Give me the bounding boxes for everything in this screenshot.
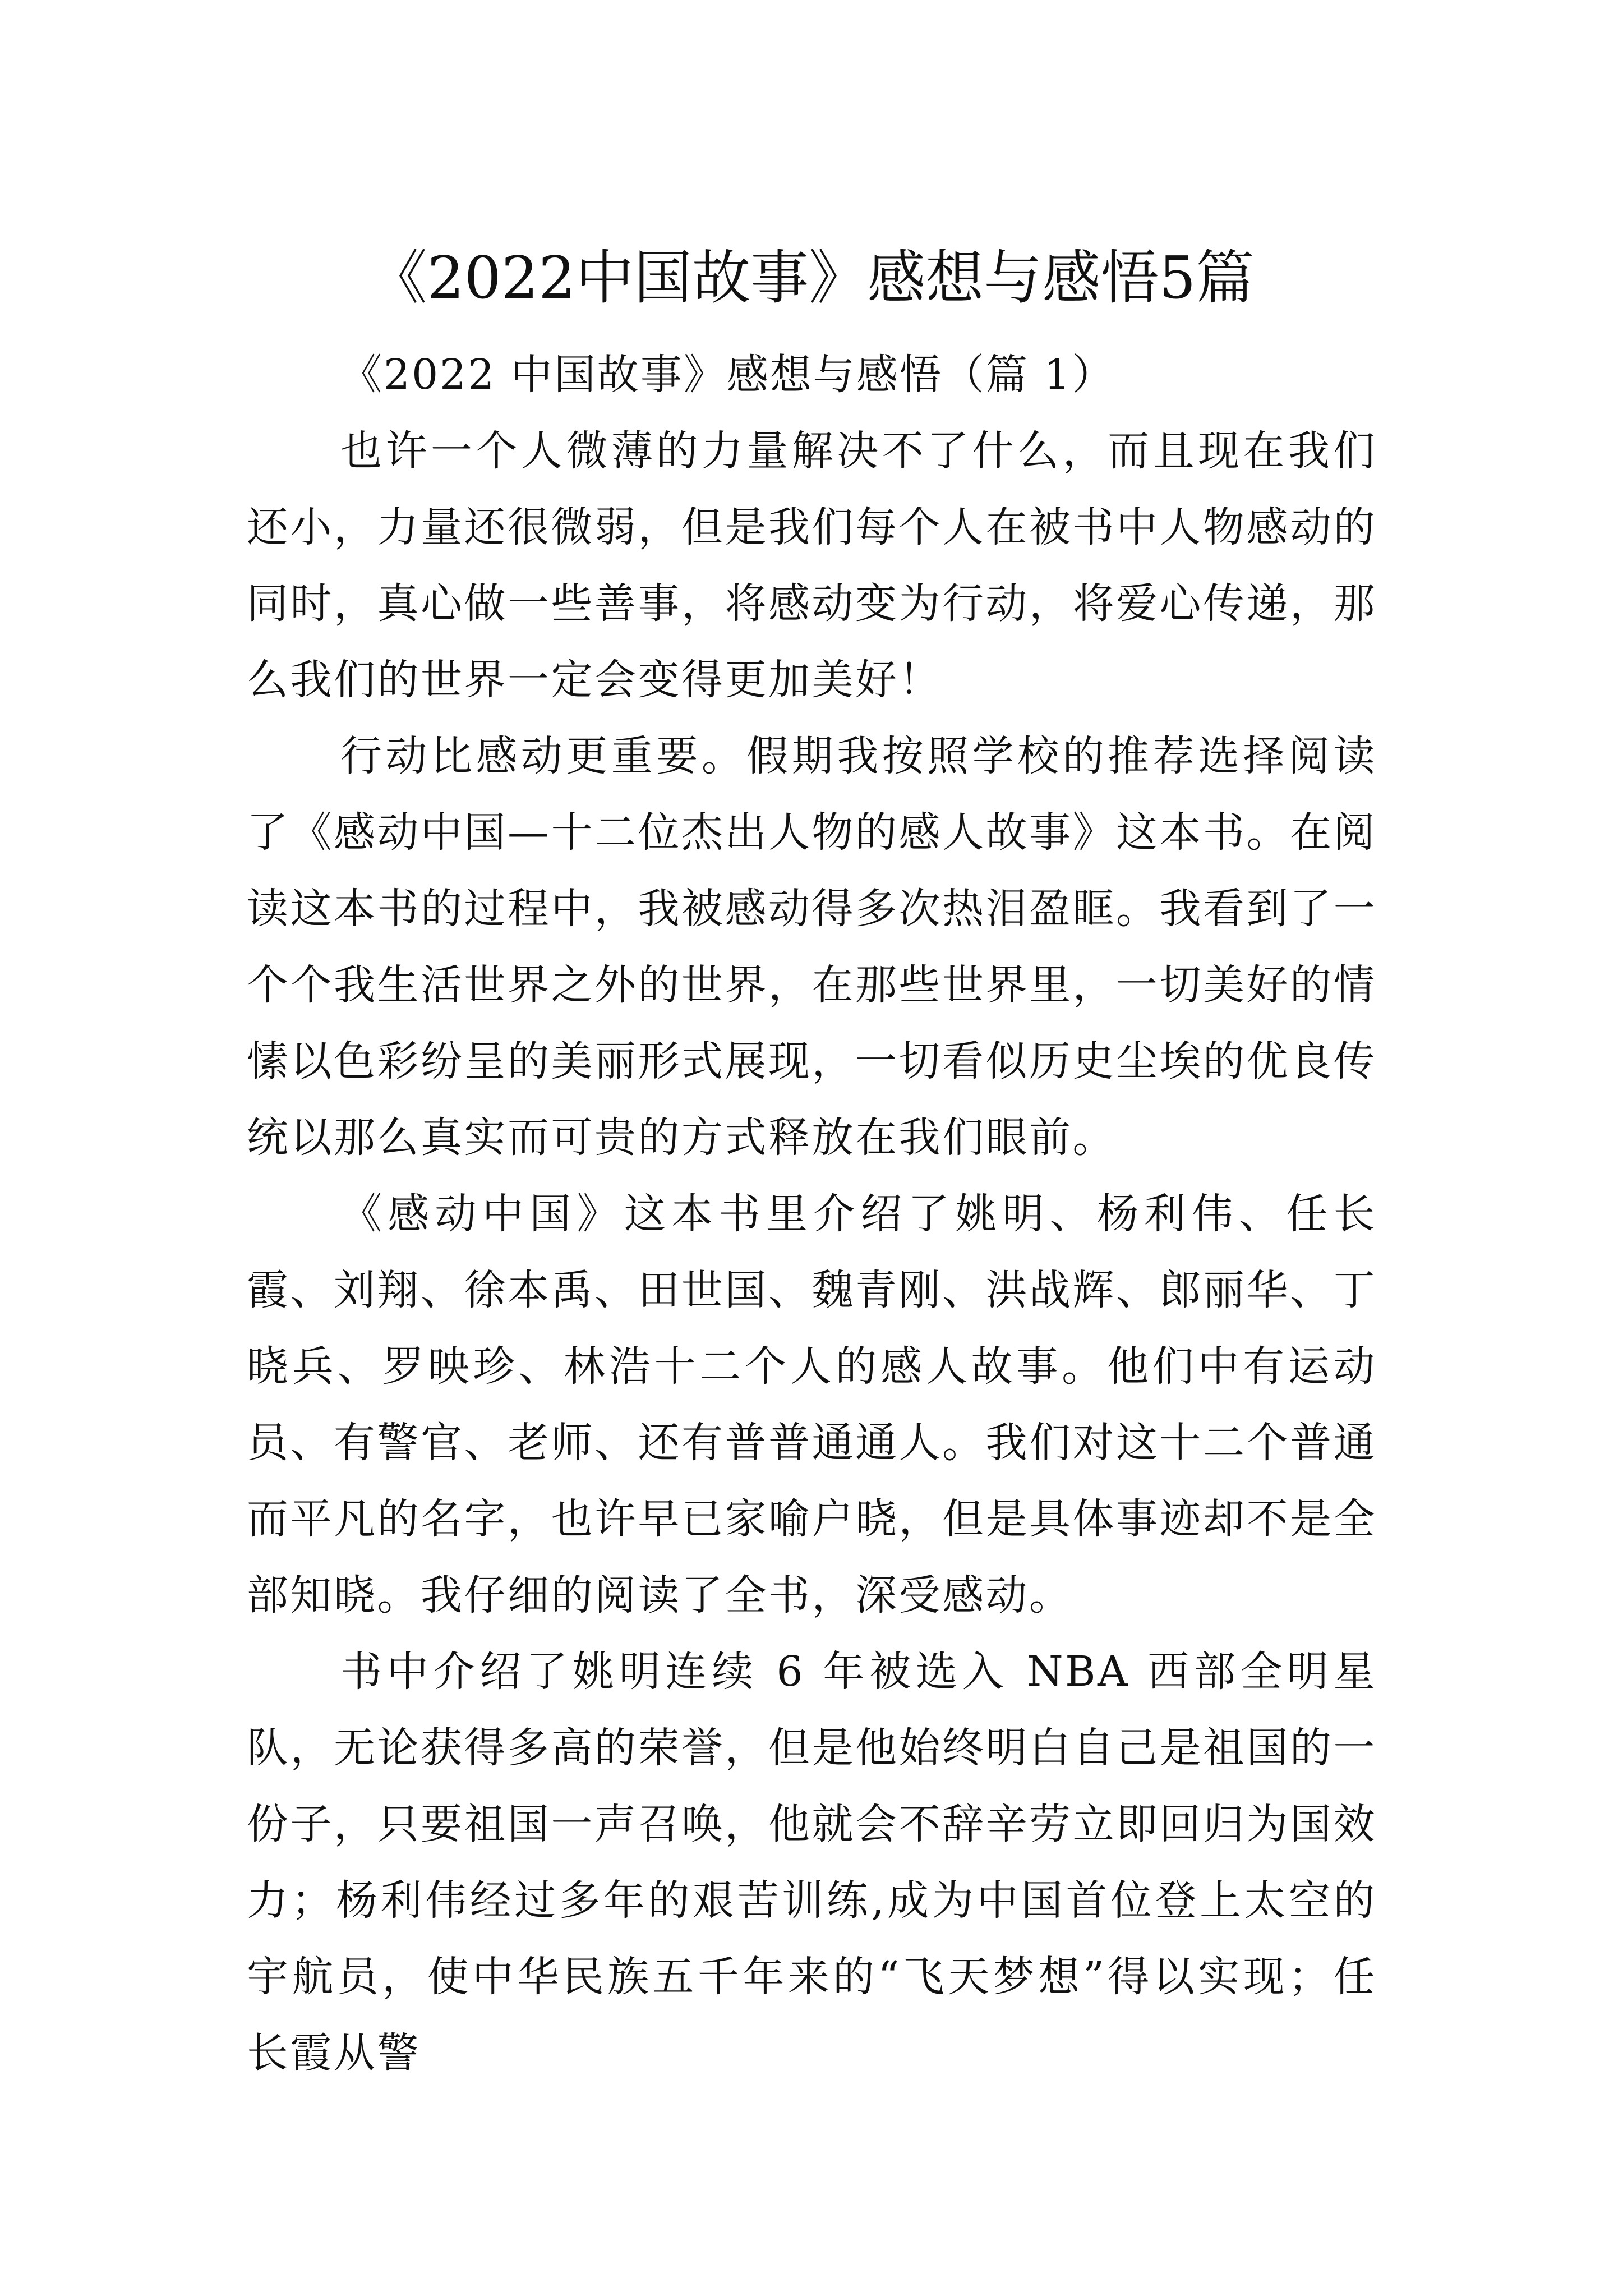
paragraph: 行动比感动更重要。假期我按照学校的推荐选择阅读了《感动中国—十二位杰出人物的感人故事》这本书。在阅读这本书的过程中，我被感动得多次热泪盈眶。我看到了一个个我生活世界之外的世界，在那些世界里，一切美好的情愫以色彩纷呈的美丽形式展现，一切看似历史尘埃的优良传统以那么真实而可贵的方式释放在我们眼前。 — [247, 732, 1377, 1162]
paragraph: 也许一个人微薄的力量解决不了什么，而且现在我们还小，力量还很微弱，但是我们每个人在被书中人物感动的同时，真心做一些善事，将感动变为行动，将爱心传递，那么我们的世界一定会变得更加美好！ — [247, 427, 1377, 704]
section-heading: 《2022 中国故事》感想与感悟（篇 1） — [340, 351, 1115, 399]
document-title: 《2022中国故事》感想与感悟5篇 — [368, 243, 1255, 312]
document-body — [247, 337, 1377, 2091]
paragraph: 书中介绍了姚明连续 6 年被选入 NBA 西部全明星队，无论获得多高的荣誉，但是他始终明白自己是祖国的一份子，只要祖国一声召唤，他就会不辞辛劳立即回归为国效力；杨利伟经过多年的艰苦训练,成为中国首位登上太空的宇航员，使中华民族五千年来的“飞天梦想”得以实现；任长霞从警 — [247, 1648, 1377, 2077]
paragraph: 《感动中国》这本书里介绍了姚明、杨利伟、任长霞、刘翔、徐本禹、田世国、魏青刚、洪战辉、郎丽华、丁晓兵、罗映珍、林浩十二个人的感人故事。他们中有运动员、有警官、老师、还有普普通通人。我们对这十二个普通而平凡的名字，也许早已家喻户晓，但是具体事迹却不是全部知晓。我仔细的阅读了全书，深受感动。 — [247, 1190, 1377, 1619]
